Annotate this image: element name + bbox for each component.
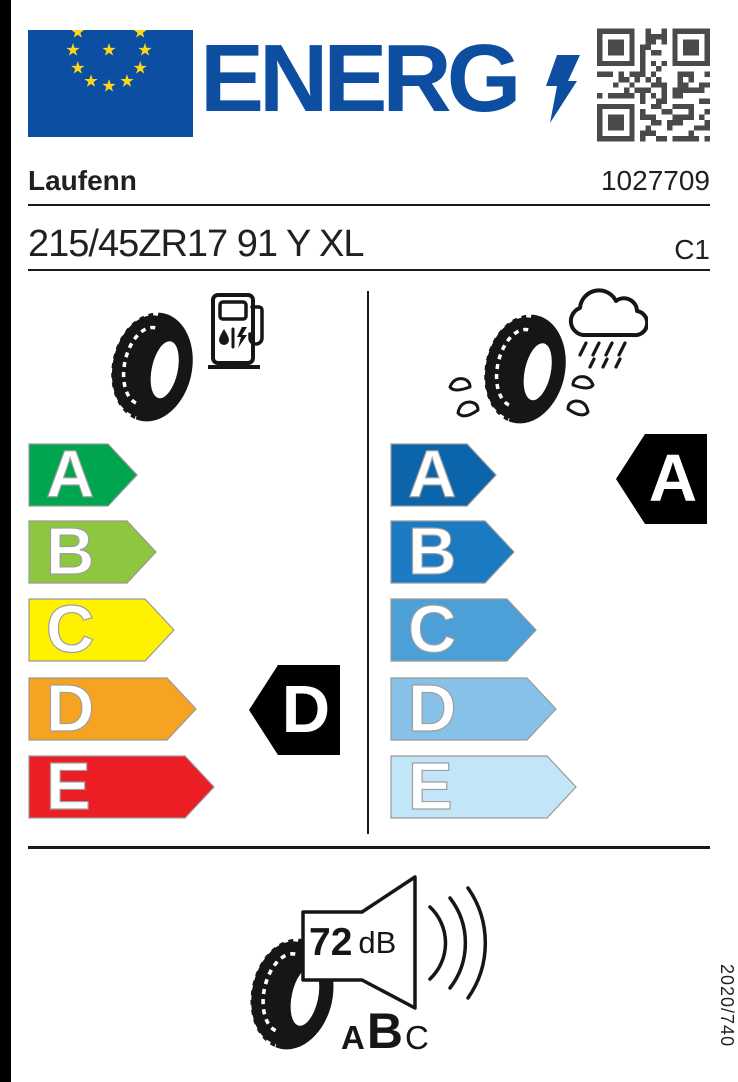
lightning-bolt-icon — [546, 55, 580, 123]
noise-unit: dB — [358, 925, 397, 960]
fuel-class-arrow-c: C — [28, 598, 175, 662]
wet-class-arrow-c: C — [390, 598, 537, 662]
fuel-class-arrow-d: D — [28, 677, 197, 741]
wet-rating-indicator — [615, 433, 708, 525]
separator-line — [28, 269, 710, 271]
regulation-number: 2020/740 — [717, 964, 737, 1048]
tire-size-row — [28, 222, 710, 266]
separator-line — [28, 204, 710, 206]
noise-class-letters — [341, 1003, 429, 1059]
separator-line — [28, 846, 710, 849]
energ-logo-text: ENERG — [200, 25, 517, 132]
noise-value: 72 — [309, 921, 353, 964]
brand-name: Laufenn — [28, 165, 137, 196]
fuel-class-arrow-e: E — [28, 755, 215, 819]
fuel-efficiency-icons — [100, 285, 270, 435]
eu-flag-icon — [28, 30, 193, 137]
fuel-rating-indicator — [248, 664, 341, 756]
tire-icon — [473, 307, 575, 431]
type-identifier: 1027709 — [600, 165, 710, 196]
wet-class-arrow-e: E — [390, 755, 577, 819]
sound-wave-arcs — [430, 888, 485, 998]
qr-code — [597, 28, 710, 142]
left-edge-bar — [0, 0, 11, 1082]
wet-class-arrow-d: D — [390, 677, 557, 741]
noise-value-box — [309, 915, 405, 971]
noise-class-c: C — [404, 1019, 429, 1056]
tire-size: 215/45ZR17 91 Y XL — [28, 223, 364, 265]
fuel-class-arrow-a: A — [28, 443, 138, 507]
wet-grip-icons — [448, 285, 648, 435]
rain-cloud-icon — [571, 290, 647, 367]
fuel-class-arrow-b: B — [28, 520, 157, 584]
noise-class-b-rated: B — [366, 1003, 403, 1059]
wet-rating-letter: A — [648, 441, 698, 516]
fuel-rating-letter: D — [281, 672, 331, 747]
noise-class-a: A — [341, 1019, 365, 1056]
wet-class-arrow-a: A — [390, 443, 497, 507]
fuel-pump-icon — [208, 295, 262, 369]
tire-icon — [100, 305, 202, 429]
supplier-row — [28, 163, 710, 197]
tire-class: C1 — [674, 234, 710, 265]
center-divider — [367, 291, 369, 834]
wet-class-arrow-b: B — [390, 520, 515, 584]
